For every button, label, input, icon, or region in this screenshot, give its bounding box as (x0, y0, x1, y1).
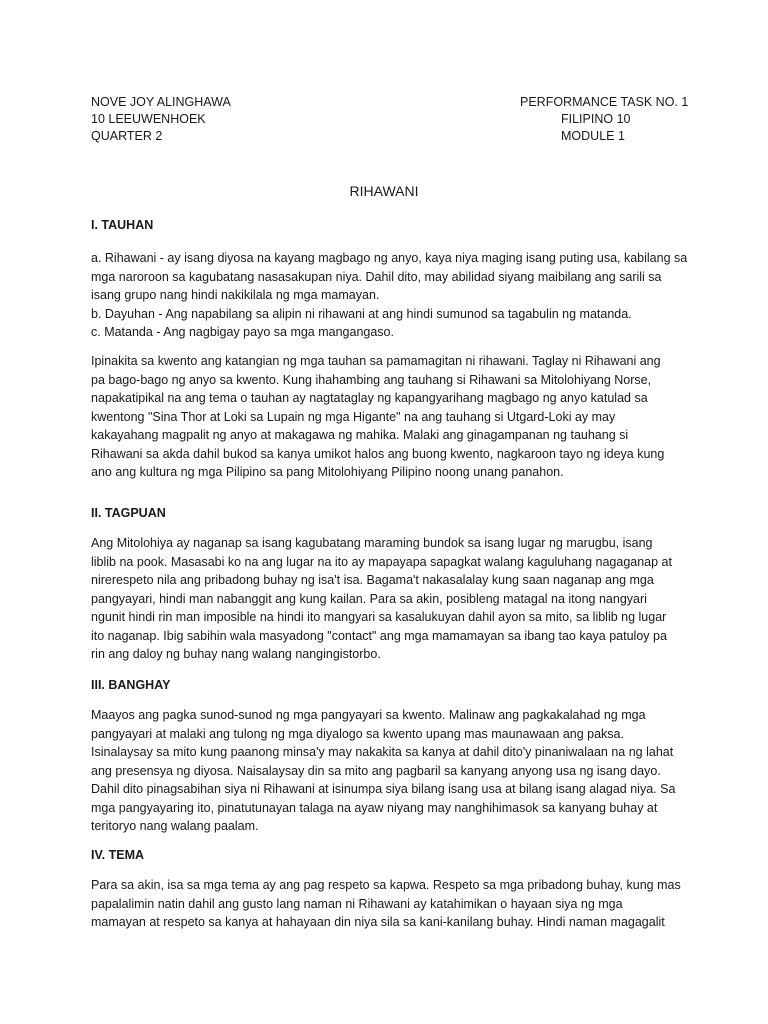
text-line: a. Rihawani - ay isang diyosa na kayang magbago ng anyo, kaya niya maging isang puting usa, kabilang sa (91, 251, 688, 265)
text-line: liblib na pook. Masasabi ko na ang lugar na ito ay mapayapa sapagkat walang kaguluhang nagaganap at (91, 554, 672, 569)
text-line: pangyayari, hindi man nabanggit ang kung kailan. Para sa akin, posibleng matagal na itong nangyari (91, 591, 647, 606)
text-line: mga naroroon sa kagubatang nasasakupan niya. Dahil dito, may abilidad siyang maibilang ang sarili sa (91, 269, 662, 284)
header-student-info (91, 94, 231, 145)
task-label: PERFORMANCE TASK NO. 1 (520, 95, 689, 109)
quarter-label: QUARTER 2 (91, 129, 163, 143)
document-title: RIHAWANI (349, 183, 419, 199)
text-line: papalalimin natin dahil ang gusto lang naman ni Rihawani ay katahimikan o hayaan siya ng mga (91, 896, 623, 911)
text-line: napakatipikal na ang tema o tauhan ay nagtataglay ng kapangyarihang magbago ng anyo katulad sa (91, 391, 648, 405)
section-heading-tagpuan: II. TAGPUAN (91, 506, 166, 520)
section-heading-banghay: III. BANGHAY (91, 678, 171, 692)
text-line: pa bago-bago ng anyo sa kwento. Kung ihahambing ang tauhang si Rihawani sa Mitolohiyang Norse, (91, 372, 652, 387)
text-line: rin ang daloy ng buhay nang walang nangingistorbo. (91, 647, 381, 661)
text-line: ang presensya ng diyosa. Naisalaysay din sa mito ang pagbaril sa kanyang anyong usa ng isang dayo. (91, 763, 661, 778)
banghay-paragraph (91, 706, 691, 836)
subject-label: FILIPINO 10 (561, 112, 631, 126)
text-line: Ang Mitolohiya ay naganap sa isang kagubatang maraming bundok sa isang lugar ng marugbu, isang (91, 536, 653, 550)
text-line: kakayahang magpalit ng anyo at makagawa ng mahika. Malaki ang ginagampanan ng tauhang si (91, 428, 629, 442)
tema-paragraph (91, 876, 691, 932)
header-task-info (520, 94, 688, 145)
tauhan-paragraph (91, 352, 691, 482)
text-line: pangyayari at malaki ang tulong ng mga diyalogo sa kwento upang mas maunawaan ang paksa. (91, 726, 624, 741)
text-line: Isinalaysay sa mito kung paanong minsa'y may nakakita sa kanya at dahil dito'y pinaniwalaan na ng lahat (91, 745, 674, 759)
text-line: Maayos ang pagka sunod-sunod ng mga pangyayari sa kwento. Malinaw ang pagkakalahad ng mga (91, 708, 646, 722)
tagpuan-paragraph (91, 534, 691, 664)
text-line: mamayan at respeto sa kanya at hahayaan din niya sila sa kani-kanilang buhay. Hindi naman magagalit (91, 915, 665, 929)
text-line: mga pangyayaring ito, pinatutunayan talaga na ayaw niyang may nanghihimasok sa kanyang buhay at (91, 800, 658, 815)
text-line: kwentong "Sina Thor at Loki sa Lupain ng mga Higante" na ang tauhang si Utgard-Loki ay may (91, 409, 616, 424)
text-line: Rihawani sa akda dahil bukod sa kanya umikot halos ang buong kwento, nagkaroon tayo ng ideya kung (91, 446, 665, 461)
text-line: isang grupo nang hindi nakikilala ng mga mamayan. (91, 288, 380, 302)
student-name: NOVE JOY ALINGHAWA (91, 95, 231, 109)
text-line: ito naganap. Ibig sabihin wala masyadong "contact" ang mga mamamayan sa ibang tao kaya patuloy pa (91, 628, 667, 643)
section-heading-tema: IV. TEMA (91, 848, 145, 862)
text-line: c. Matanda - Ang nagbigay payo sa mga mangangaso. (91, 325, 394, 339)
text-line: Para sa akin, isa sa mga tema ay ang pag respeto sa kapwa. Respeto sa mga pribadong buhay, kung mas (91, 878, 681, 892)
text-line: teritoryo nang walang paalam. (91, 819, 259, 833)
text-line: Ipinakita sa kwento ang katangian ng mga tauhan sa pamamagitan ni rihawani. Taglay ni Rihawani ang (91, 354, 661, 368)
tauhan-character-list (91, 249, 691, 342)
text-line: nirerespeto nila ang pribadong buhay ng isa't isa. Bagama't nakasalalay kung saan naganap ang mga (91, 573, 654, 587)
module-label: MODULE 1 (561, 129, 625, 143)
student-section: 10 LEEUWENHOEK (91, 112, 206, 126)
section-heading-tauhan: I. TAUHAN (91, 218, 154, 232)
text-line: ano ang kultura ng mga Pilipino sa pang Mitolohiyang Pilipino noong unang panahon. (91, 465, 564, 479)
text-line: ngunit hindi rin man imposible na hindi ito mangyari sa kasalukuyan dahil ayon sa mito, sa liblib ng lugar (91, 610, 667, 624)
text-line: b. Dayuhan - Ang napabilang sa alipin ni rihawani at ang hindi sumunod sa tagabulin ng matanda. (91, 306, 632, 321)
text-line: Dahil dito pinagsabihan siya ni Rihawani at isinumpa siya bilang isang usa at bilang isang alagad niya. Sa (91, 782, 676, 796)
